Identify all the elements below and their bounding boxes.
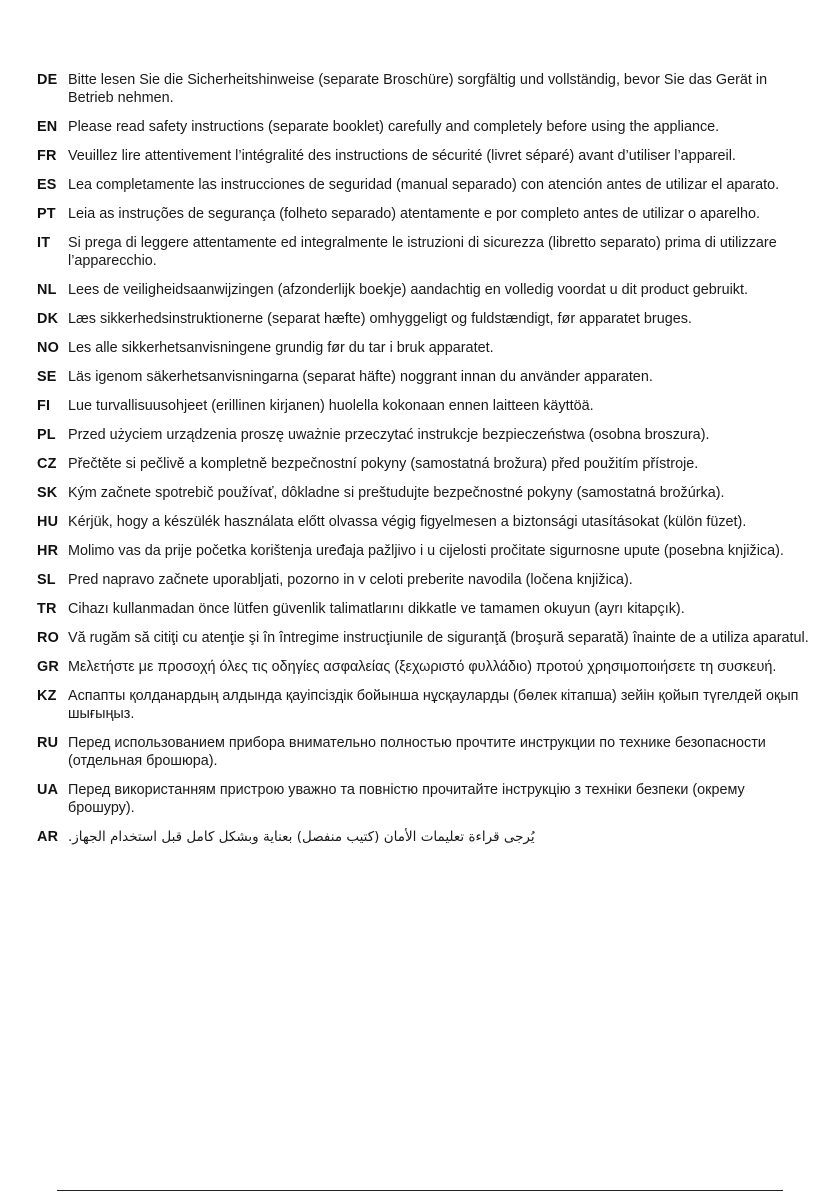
language-code: TR (37, 601, 57, 617)
entry-no (37, 339, 809, 357)
safety-notice-text: Cihazı kullanmadan önce lütfen güvenlik talimatlarını dikkatle ve tamamen okuyun (ayrı kitapçık). (68, 601, 685, 617)
entry-ru (37, 734, 809, 770)
entry-pt (37, 205, 809, 223)
language-code: FI (37, 398, 51, 414)
language-code: EN (37, 119, 58, 135)
language-code: RO (37, 630, 59, 646)
safety-notice-text: Kým začnete spotrebič používať, dôkladne si preštudujte bezpečnostné pokyny (samostatná brožúrka). (68, 485, 725, 501)
entry-sk (37, 484, 809, 502)
language-code: RU (37, 735, 59, 751)
safety-notice-list (37, 71, 809, 846)
language-code: CZ (37, 456, 57, 472)
language-code: NO (37, 340, 59, 356)
language-code: SK (37, 485, 58, 501)
language-code: DE (37, 72, 58, 88)
safety-notice-text: Leia as instruções de segurança (folheto separado) atentamente e por completo antes de utilizar o aparelho. (68, 206, 760, 222)
entry-hr (37, 542, 809, 560)
language-code: ES (37, 177, 57, 193)
entry-cz (37, 455, 809, 473)
entry-es (37, 176, 809, 194)
entry-gr (37, 658, 809, 676)
safety-notice-text: Lees de veiligheidsaanwijzingen (afzonderlijk boekje) aandachtig en volledig voordat u dit product gebruikt. (68, 282, 748, 298)
entry-nl (37, 281, 809, 299)
safety-notice-text: Les alle sikkerhetsanvisningene grundig før du tar i bruk apparatet. (68, 340, 494, 356)
entry-fr (37, 147, 809, 165)
safety-notice-text: Перед використанням пристрою уважно та повністю прочитайте інструкцію з техніки безпеки (окрему брошуру). (68, 782, 745, 816)
safety-notice-text: Аспапты қолданардың алдында қауіпсіздік бойынша нұсқауларды (бөлек кітапша) зейін қойып түгелдей оқып шығыңыз. (68, 688, 799, 722)
language-code: PL (37, 427, 56, 443)
safety-notice-text: Vă rugăm să citiţi cu atenţie şi în întregime instrucţiunile de siguranţă (broşură separată) înainte de a utiliza aparatul. (68, 630, 809, 646)
entry-dk (37, 310, 809, 328)
language-code: SL (37, 572, 56, 588)
entry-ua (37, 781, 809, 817)
entry-kz (37, 687, 809, 723)
entry-it (37, 234, 809, 270)
entry-en (37, 118, 809, 136)
safety-notice-text: Læs sikkerhedsinstruktionerne (separat hæfte) omhyggeligt og fuldstændigt, før apparatet bruges. (68, 311, 692, 327)
safety-notice-text: Kérjük, hogy a készülék használata előtt olvassa végig figyelmesen a biztonsági utasításokat (külön füzet). (68, 514, 747, 530)
language-code: AR (37, 829, 59, 845)
entry-ro (37, 629, 809, 647)
language-code: HR (37, 543, 59, 559)
language-code: KZ (37, 688, 57, 704)
language-code: FR (37, 148, 57, 164)
language-code: DK (37, 311, 59, 327)
entry-se (37, 368, 809, 386)
language-code: PT (37, 206, 56, 222)
safety-notice-text: Lue turvallisuusohjeet (erillinen kirjanen) huolella kokonaan ennen laitteen käyttöä. (68, 398, 594, 414)
entry-ar (37, 828, 809, 846)
safety-notice-text: Si prega di leggere attentamente ed integralmente le istruzioni di sicurezza (libretto separato) prima di utilizzare l’apparecchio. (68, 235, 777, 269)
safety-notice-text: Veuillez lire attentivement l’intégralité des instructions de sécurité (livret séparé) avant d’utiliser l’appareil. (68, 148, 736, 164)
safety-notice-text: يُرجى قراءة تعليمات الأمان (كتيب منفصل) بعناية وبشكل كامل قبل استخدام الجهاز. (68, 829, 535, 845)
language-code: NL (37, 282, 57, 298)
safety-notice-text: Please read safety instructions (separate booklet) carefully and completely before using the appliance. (68, 119, 720, 135)
language-code: SE (37, 369, 57, 385)
safety-notice-text: Lea completamente las instrucciones de seguridad (manual separado) con atención antes de utilizar el aparato. (68, 177, 780, 193)
language-code: UA (37, 782, 59, 798)
safety-notice-text: Molimo vas da prije početka korištenja uređaja pažljivo i u cijelosti pročitate sigurnosne upute (posebna knjižica). (68, 543, 784, 559)
safety-notice-text: Läs igenom säkerhetsanvisningarna (separat häfte) noggrant innan du använder apparaten. (68, 369, 653, 385)
safety-notice-text: Перед использованием прибора внимательно полностью прочтите инструкции по технике безопасности (отдельная брошюра). (68, 735, 766, 769)
safety-notice-text: Přečtěte si pečlivě a kompletně bezpečnostní pokyny (samostatná brožura) před použitím přístroje. (68, 456, 699, 472)
language-code: IT (37, 235, 51, 251)
language-code: HU (37, 514, 59, 530)
safety-notice-text: Przed użyciem urządzenia proszę uważnie przeczytać instrukcje bezpieczeństwa (osobna broszura). (68, 427, 710, 443)
entry-fi (37, 397, 809, 415)
entry-sl (37, 571, 809, 589)
safety-notice-text: Μελετήστε με προσοχή όλες τις οδηγίες ασφαλείας (ξεχωριστό φυλλάδιο) προτού χρησιμοποιήσετε τη συσκευή. (68, 659, 777, 675)
safety-notice-text: Pred napravo začnete uporabljati, pozorno in v celoti preberite navodila (ločena knjižica). (68, 572, 633, 588)
safety-notice-text: Bitte lesen Sie die Sicherheitshinweise (separate Broschüre) sorgfältig und vollständig, bevor Sie das Gerät in Betrieb nehmen. (68, 72, 768, 106)
entry-tr (37, 600, 809, 618)
language-code: GR (37, 659, 59, 675)
entry-pl (37, 426, 809, 444)
entry-de (37, 71, 809, 107)
entry-hu (37, 513, 809, 531)
